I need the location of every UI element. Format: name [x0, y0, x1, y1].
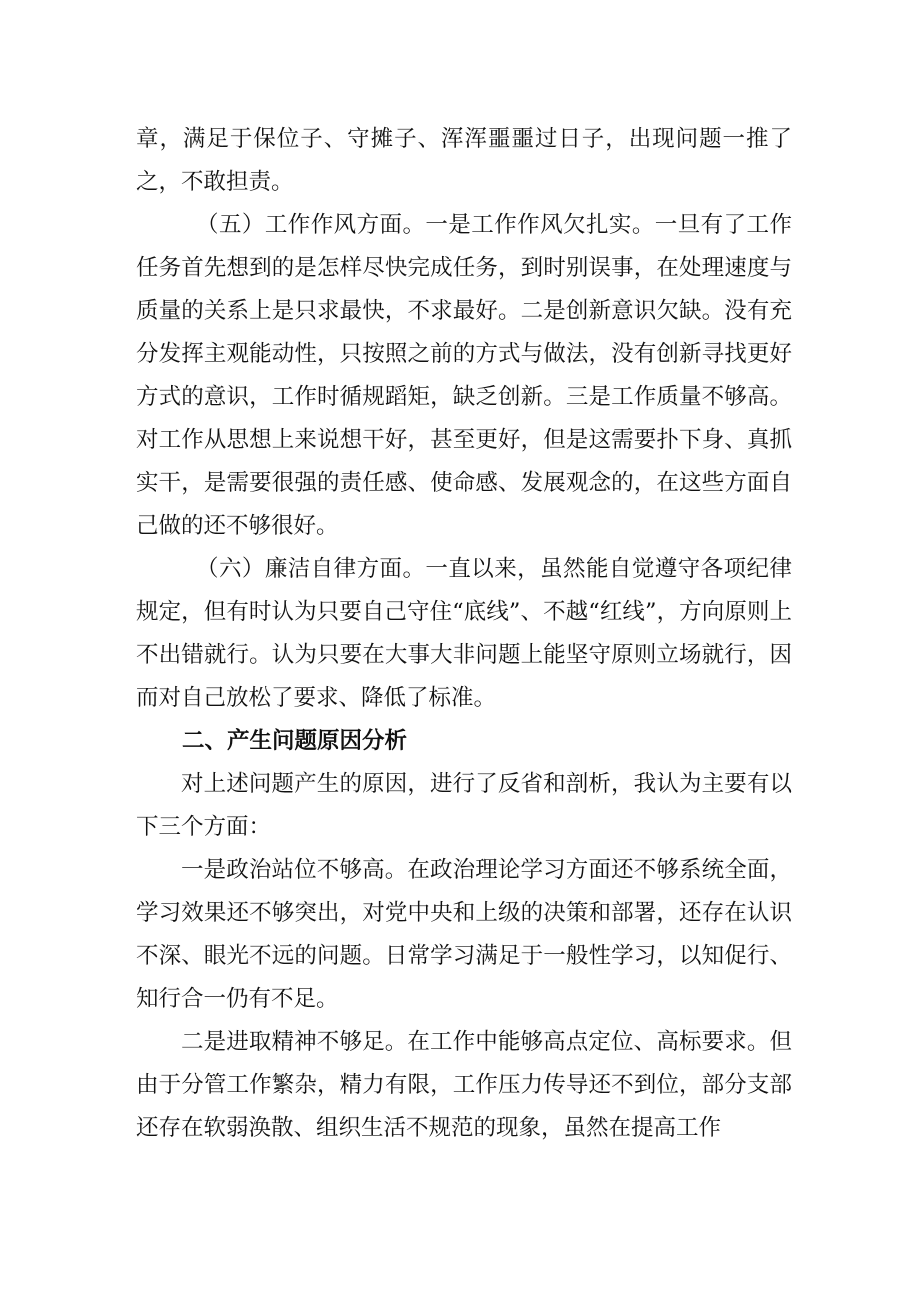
paragraph-work-style: （五）工作作风方面。一是工作作风欠扎实。一旦有了工作任务首先想到的是怎样尽快完成任务，到时别误事，在处理速度与质量的关系上是只求最快，不求最好。二是创新意识欠缺。没有充分发挥主观能动性，只按照之前的方式与做法，没有创新寻找更好方式的意识，工作时循规蹈矩，缺乏创新。三是工作质量不够高。对工作从思想上来说想干好，甚至更好，但是这需要扑下身、真抓实干，是需要很强的责任感、使命感、发展观念的，在这些方面自己做的还不够很好。: [136, 212, 792, 539]
paragraph-political-stance: 一是政治站位不够高。在政治理论学习方面还不够系统全面，学习效果还不够突出，对党中央和上级的决策和部署，还存在认识不深、眼光不远的问题。日常学习满足于一般性学习，以知促行、知行合一仍有不足。: [136, 857, 792, 1012]
section-heading: 二、产生问题原因分析: [182, 728, 408, 754]
paragraph-enterprising-spirit: 二是进取精神不够足。在工作中能够高点定位、高标要求。但由于分管工作繁杂，精力有限，工作压力传导还不到位，部分支部还存在软弱涣散、组织生活不规范的现象，虽然在提高工作: [136, 1029, 792, 1141]
document-body: [136, 118, 792, 1150]
paragraph-integrity: （六）廉洁自律方面。一直以来，虽然能自觉遵守各项纪律规定，但有时认为只要自己守住“底线”、不越“红线”，方向原则上不出错就行。认为只要在大事大非问题上能坚守原则立场就行，因而对自己放松了要求、降低了标准。: [136, 556, 792, 711]
paragraph-intro: 对上述问题产生的原因，进行了反省和剖析，我认为主要有以下三个方面：: [136, 771, 792, 840]
paragraph-continuation: 章，满足于保位子、守摊子、浑浑噩噩过日子，出现问题一推了之，不敢担责。: [136, 126, 792, 195]
